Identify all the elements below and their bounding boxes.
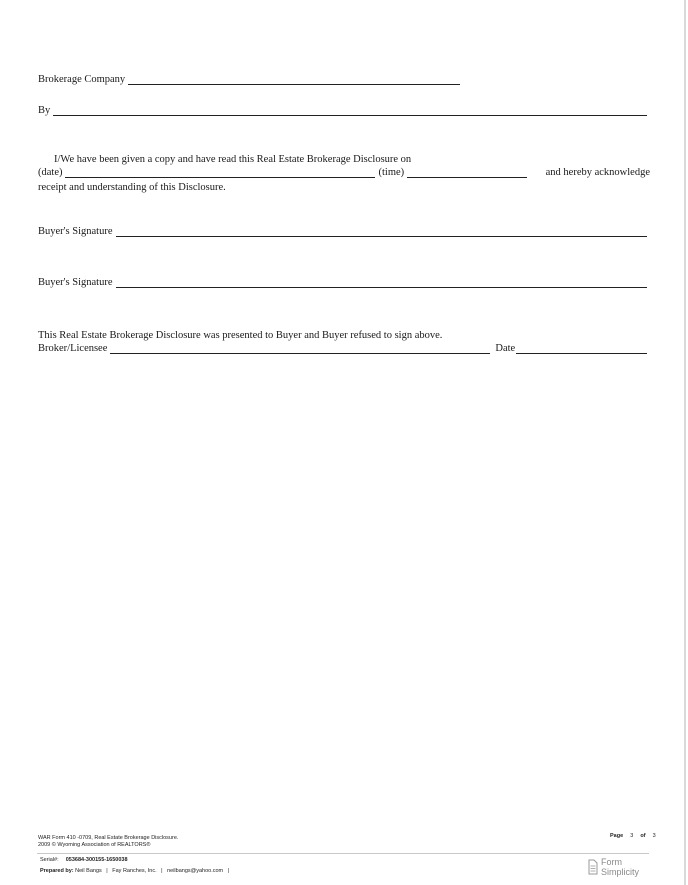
prepared-company: Fay Ranches, Inc. [112, 868, 157, 874]
brokerage-company-label: Brokerage Company [38, 74, 126, 85]
by-row [38, 104, 650, 117]
buyer-signature-1-row [38, 225, 650, 238]
date-field[interactable] [65, 167, 375, 178]
by-label: By [38, 105, 51, 116]
page-edge [684, 0, 686, 885]
buyer-signature-2-field[interactable] [116, 277, 647, 288]
page-total: 3 [652, 833, 656, 839]
broker-licensee-field[interactable] [110, 343, 490, 354]
refused-statement: This Real Estate Brokerage Disclosure was presented to Buyer and Buyer refused to sign above. [38, 330, 443, 341]
document-icon [588, 859, 598, 875]
page-number: 3 [630, 833, 634, 839]
logo-line-1: Form [601, 857, 622, 867]
buyer-signature-2-row [38, 276, 650, 289]
broker-date-label: Date [495, 343, 516, 354]
broker-date-field[interactable] [516, 343, 647, 354]
footer-divider [37, 853, 649, 854]
serial-label: Serial#: [40, 857, 59, 863]
form-simplicity-logo [588, 857, 650, 879]
logo-text [601, 857, 639, 877]
separator-2: | [161, 868, 163, 874]
prepared-name: Neil Bangs [75, 868, 102, 874]
date-label: (date) [38, 167, 63, 178]
prepared-row [40, 868, 232, 875]
broker-licensee-row [38, 342, 650, 355]
page-indicator [610, 833, 656, 840]
acknowledge-tail: and hereby acknowledge [545, 167, 650, 178]
broker-licensee-label: Broker/Licensee [38, 343, 108, 354]
brokerage-company-field[interactable] [128, 74, 460, 85]
time-field[interactable] [407, 167, 527, 178]
buyer-signature-2-label: Buyer's Signature [38, 277, 113, 288]
serial-value: 053684-300155-1650038 [65, 857, 128, 863]
date-time-row [38, 166, 650, 179]
prepared-label: Prepared by: [40, 868, 74, 874]
separator-1: | [106, 868, 108, 874]
time-label: (time) [378, 167, 405, 178]
copyright: 2009 © Wyoming Association of REALTORS® [38, 842, 151, 848]
serial-row [40, 857, 128, 864]
buyer-signature-1-label: Buyer's Signature [38, 226, 113, 237]
page-label: Page [610, 833, 624, 839]
by-field[interactable] [53, 105, 647, 116]
logo-line-2: Simplicity [601, 867, 640, 877]
separator-3: | [227, 868, 230, 874]
brokerage-company-row [38, 73, 463, 86]
of-label: of [640, 833, 646, 839]
form-id: WAR Form 410 -0709, Real Estate Brokerage Disclosure. [38, 835, 179, 841]
acknowledgement-line-1: I/We have been given a copy and have read this Real Estate Brokerage Disclosure on [54, 154, 412, 165]
prepared-email[interactable]: neilbangs@yahoo.com [167, 868, 224, 874]
buyer-signature-1-field[interactable] [116, 226, 647, 237]
acknowledgement-line-3: receipt and understanding of this Disclosure. [38, 182, 226, 193]
